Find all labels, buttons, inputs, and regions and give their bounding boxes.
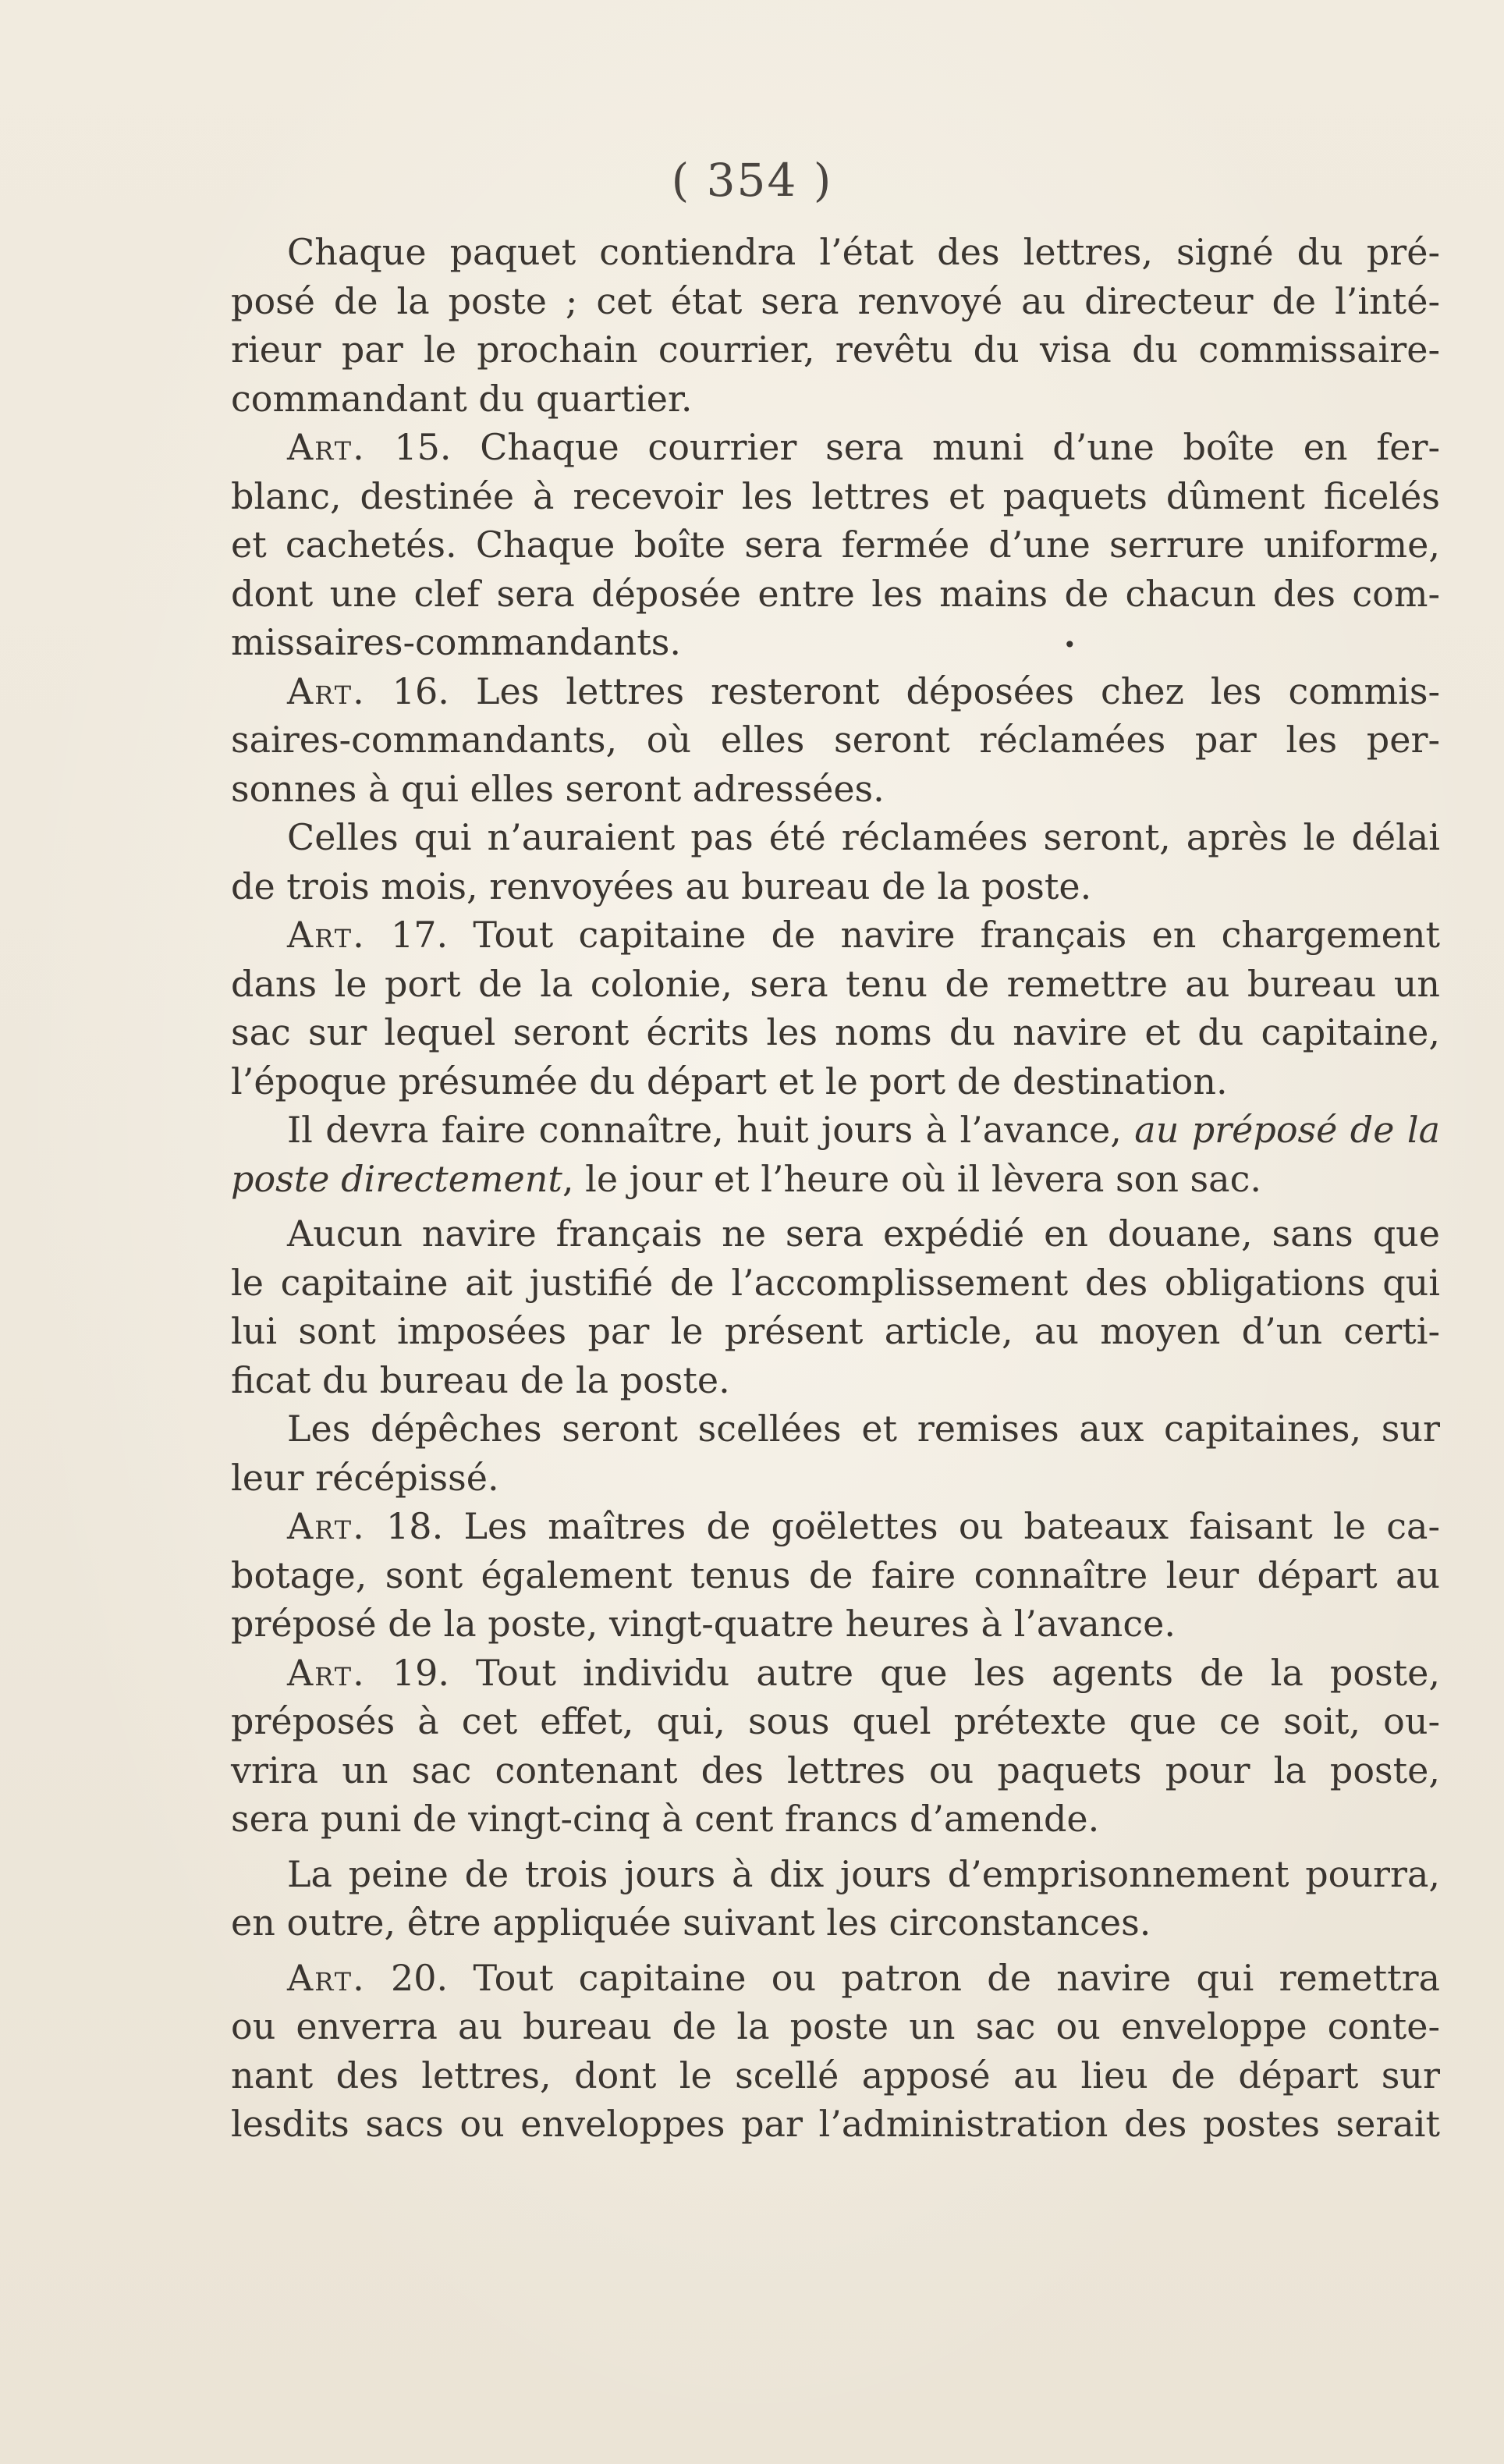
text-line: préposé de la poste, vingt-quatre heures à l’avance. — [231, 1603, 1176, 1645]
text-line: ficat du bureau de la poste. — [231, 1358, 730, 1401]
paragraph-gap — [231, 1203, 1440, 1209]
page-number: ( 354 ) — [671, 154, 833, 207]
italic-fragment: poste directement — [231, 1157, 562, 1200]
article-label: Art. — [287, 1651, 366, 1694]
italic-fragment: au préposé de la — [1134, 1109, 1440, 1151]
article-heading-line — [231, 667, 1440, 716]
text-line-with-mark — [231, 618, 1440, 667]
text-line: préposés à cet effet, qui, sous quel prétexte que ce soit, ou- — [231, 1700, 1440, 1742]
article-label: Art. — [287, 669, 366, 712]
text-line: et cachetés. Chaque boîte sera fermée d’une serrure uniforme, — [231, 524, 1440, 566]
text-line: Les dépêches seront scellées et remises aux capitaines, sur — [287, 1408, 1440, 1450]
text-line: vrira un sac contenant des lettres ou paquets pour la poste, — [231, 1749, 1440, 1791]
text-line: dont une clef sera déposée entre les mains de chacun des com- — [231, 572, 1440, 615]
text-line: Aucun navire français ne sera expédié en douane, sans que — [287, 1212, 1440, 1255]
text-line: en outre, être appliquée suivant les circonstances. — [231, 1901, 1151, 1944]
text-line: sac sur lequel seront écrits les noms du navire et du capitaine, — [231, 1011, 1440, 1053]
body-text — [231, 228, 1440, 2149]
mixed-style-line — [231, 1106, 1440, 1155]
text-line: nant des lettres, dont le scellé apposé au lieu de départ sur — [231, 2054, 1440, 2097]
text-line: l’époque présumée du départ et le port de destination. — [231, 1060, 1228, 1102]
text-line: La peine de trois jours à dix jours d’emprisonnement pourra, — [287, 1852, 1440, 1895]
paragraph-gap — [231, 1844, 1440, 1850]
text-fragment: 20. Tout capitaine ou patron de navire qui remettra — [391, 1956, 1440, 1999]
text-line: saires-commandants, où elles seront réclamées par les per- — [231, 719, 1440, 761]
text-line: sonnes à qui elles seront adressées. — [231, 767, 885, 810]
text-fragment: Il devra faire connaître, huit jours à l’avance, — [287, 1109, 1122, 1151]
text-fragment: missaires-commandants. — [231, 621, 681, 663]
article-heading-line — [231, 911, 1440, 960]
text-line: botage, sont également tenus de faire connaître leur départ au — [231, 1553, 1440, 1596]
mixed-style-line — [231, 1155, 1440, 1204]
article-label: Art. — [287, 1956, 366, 1999]
text-line: dans le port de la colonie, sera tenu de remettre au bureau un — [231, 962, 1440, 1005]
text-line: lesdits sacs ou enveloppes par l’administration des postes serait — [231, 2103, 1440, 2145]
article-label: Art. — [287, 1505, 366, 1547]
text-line: ou enverra au bureau de la poste un sac ou enveloppe conte- — [231, 2005, 1440, 2047]
article-heading-line — [231, 1502, 1440, 1551]
text-line: lui sont imposées par le présent article, au moyen d’un certi- — [231, 1310, 1440, 1352]
text-line: blanc, destinée à recevoir les lettres et paquets dûment ficelés — [231, 474, 1440, 517]
text-fragment: 15. Chaque courrier sera muni d’une boîte en fer- — [394, 426, 1440, 468]
text-line: Celles qui n’auraient pas été réclamées seront, après le délai — [287, 816, 1440, 858]
text-fragment: 17. Tout capitaine de navire français en chargement — [390, 914, 1441, 956]
article-heading-line — [231, 1954, 1440, 2003]
text-fragment: 16. Les lettres resteront déposées chez les commis- — [392, 669, 1441, 712]
paragraph-gap — [231, 1947, 1440, 1954]
stray-mark: • — [1063, 631, 1077, 658]
text-line: rieur par le prochain courrier, revêtu du visa du commissaire- — [231, 328, 1440, 371]
article-heading-line — [231, 1649, 1440, 1698]
text-line: posé de la poste ; cet état sera renvoyé au directeur de l’inté- — [231, 279, 1440, 322]
text-line: leur récépissé. — [231, 1456, 499, 1499]
text-line: le capitaine ait justifié de l’accomplissement des obligations qui — [231, 1261, 1440, 1304]
text-line: commandant du quartier. — [231, 377, 693, 420]
text-line: Chaque paquet contiendra l’état des lettres, signé du pré- — [287, 231, 1440, 273]
article-heading-line — [231, 423, 1440, 472]
text-fragment: , le jour et l’heure où il lèvera son sac. — [562, 1157, 1261, 1200]
article-label: Art. — [287, 914, 366, 956]
text-line: de trois mois, renvoyées au bureau de la poste. — [231, 865, 1092, 907]
text-fragment: 18. Les maîtres de goëlettes ou bateaux faisant le ca- — [386, 1505, 1440, 1547]
article-label: Art. — [287, 426, 366, 468]
text-fragment: 19. Tout individu autre que les agents de la poste, — [392, 1651, 1441, 1694]
text-line: sera puni de vingt-cinq à cent francs d’amende. — [231, 1798, 1100, 1840]
